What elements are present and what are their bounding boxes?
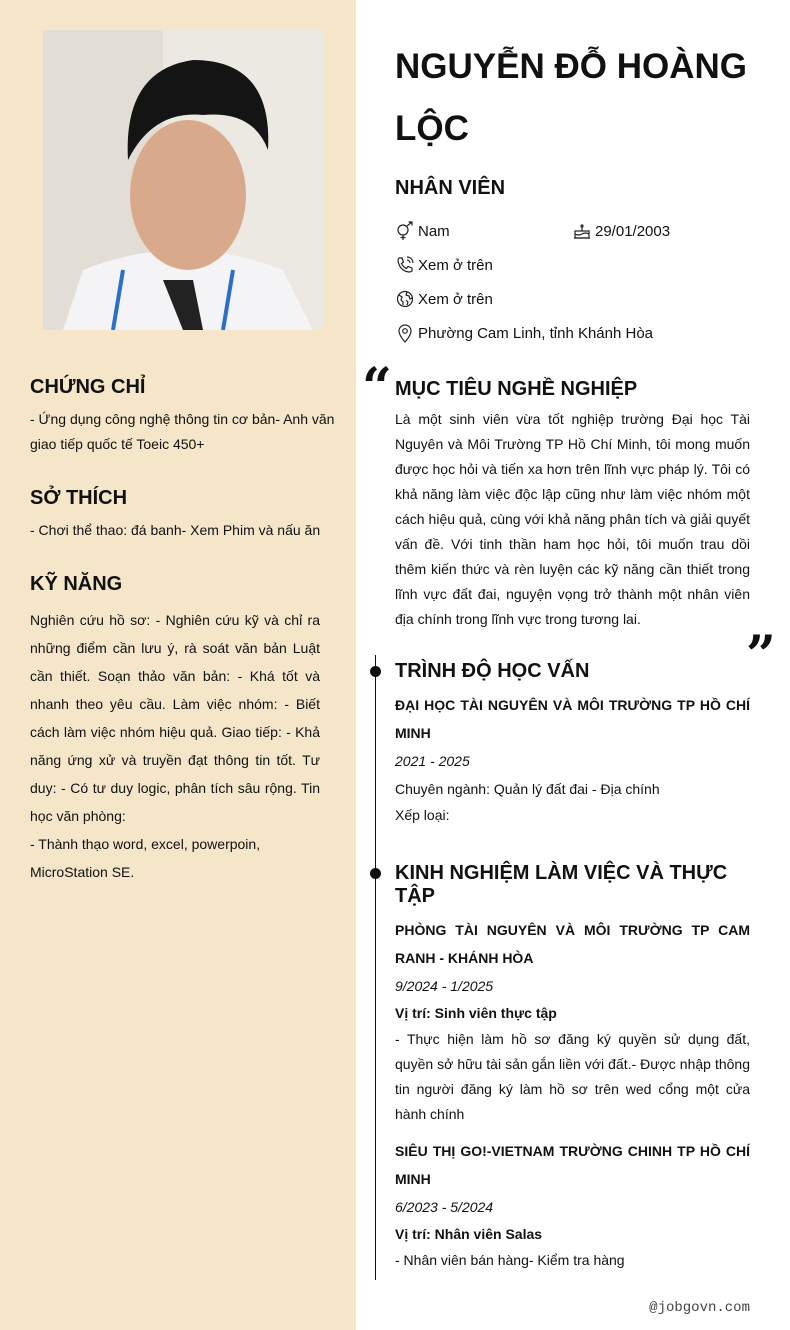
address-value: Phường Cam Linh, tỉnh Khánh Hòa xyxy=(418,324,654,342)
experience-heading: KINH NGHIỆM LÀM VIỆC VÀ THỰC TẬP xyxy=(395,862,728,907)
timeline-dot xyxy=(370,666,381,677)
education-heading: TRÌNH ĐỘ HỌC VẤN xyxy=(395,660,590,682)
skills-text-2: - Thành thạo word, excel, powerpoin, MicroStation SE. xyxy=(30,836,261,880)
timeline-line xyxy=(375,655,376,1280)
experience-period: 9/2024 - 1/2025 xyxy=(395,978,494,994)
experience-item xyxy=(395,1137,750,1273)
globe-icon xyxy=(395,289,415,309)
timeline-dot xyxy=(370,868,381,879)
profile-photo xyxy=(43,30,323,330)
objective-section xyxy=(395,378,750,632)
birthday-value: 29/01/2003 xyxy=(595,222,671,240)
skills-section xyxy=(30,573,320,886)
experience-position: Vị trí: Sinh viên thực tập xyxy=(395,1005,557,1021)
experience-description: - Thực hiện làm hồ sơ đăng ký quyền sử dụng đất, quyền sở hữu tài sản gắn liền với đất.- Được nhập thông tin người đăng ký làm hồ sơ trên wed cổng một cửa hành chính xyxy=(395,1031,750,1122)
objective-text: Là một sinh viên vừa tốt nghiệp trường Đại học Tài Nguyên và Môi Trường TP Hồ Chí Minh, tôi mong muốn được học hỏi và tiến xa hơn trên lĩnh vực pháp lý. Tôi có khả năng làm việc độc lập cũng như làm việc nhóm một cách hiệu quả, cùng với khả năng phân tích và giải quyết vấn đề. Với tinh thần ham học hỏi, tôi muốn trau dồi thêm kiến thức và rèn luyện các kỹ năng cần thiết trong lĩnh vực đất đai, nguyện vọng trở thành một nhân viên địa chính trong lĩnh vực trong tương lai. xyxy=(395,411,750,627)
experience-position: Vị trí: Nhân viên Salas xyxy=(395,1226,543,1242)
education-school: ĐẠI HỌC TÀI NGUYÊN VÀ MÔI TRƯỜNG TP HỒ CHÍ MINH xyxy=(395,697,750,741)
phone-value: Xem ở trên xyxy=(418,256,493,274)
phone-icon xyxy=(395,255,415,275)
education-major: Chuyên ngành: Quản lý đất đai - Địa chính xyxy=(395,781,660,797)
experience-company: SIÊU THỊ GO!-VIETNAM TRƯỜNG CHINH TP HỒ CHÍ MINH xyxy=(395,1143,750,1187)
phone-info xyxy=(395,255,493,275)
skills-text: Nghiên cứu hồ sơ: - Nghiên cứu kỹ và chỉ ra những điểm cần lưu ý, rà soát văn bản Luật cần thiết. Soạn thảo văn bản: - Khá tốt và nhanh theo yêu cầu. Làm việc nhóm: - Biết cách làm việc nhóm hiệu quả. Giao tiếp: - Khả năng ứng xử và truyền đạt thông tin tốt. Tư duy: - Có tư duy logic, phân tích sâu rộng. Tin học văn phòng: xyxy=(30,612,320,824)
certificates-text: - Ứng dụng công nghệ thông tin cơ bản- Anh văn giao tiếp quốc tế Toeic 450+ xyxy=(30,411,335,452)
skills-heading: KỸ NĂNG xyxy=(30,573,123,595)
education-section xyxy=(395,660,750,827)
footer-watermark: @jobgovn.com xyxy=(649,1300,750,1316)
gender-info xyxy=(395,221,450,241)
objective-heading: MỤC TIÊU NGHỀ NGHIỆP xyxy=(395,378,638,400)
education-period: 2021 - 2025 xyxy=(395,753,470,769)
experience-description: - Nhân viên bán hàng- Kiểm tra hàng xyxy=(395,1252,625,1268)
experience-period: 6/2023 - 5/2024 xyxy=(395,1199,494,1215)
hobbies-section xyxy=(30,487,336,543)
hobbies-heading: SỞ THÍCH xyxy=(30,487,128,509)
cake-icon xyxy=(572,221,592,241)
website-value: Xem ở trên xyxy=(418,290,493,308)
certificates-heading: CHỨNG CHỈ xyxy=(30,376,146,398)
candidate-name: NGUYỄN ĐỖ HOÀNG LỘC xyxy=(395,47,747,148)
experience-item xyxy=(395,916,750,1127)
certificates-section xyxy=(30,376,336,457)
birthday-info xyxy=(572,221,670,241)
candidate-position: NHÂN VIÊN xyxy=(395,177,506,199)
location-pin-icon xyxy=(395,323,415,343)
education-rank: Xếp loại: xyxy=(395,807,450,823)
hobbies-text: - Chơi thể thao: đá banh- Xem Phim và nấu ăn xyxy=(30,522,321,538)
open-quote-icon: “ xyxy=(362,357,392,418)
gender-value: Nam xyxy=(418,222,450,240)
website-info xyxy=(395,289,493,309)
left-sidebar xyxy=(0,0,356,1330)
close-quote-icon: ” xyxy=(746,625,776,686)
gender-icon xyxy=(395,221,415,241)
address-info xyxy=(395,323,653,343)
experience-section xyxy=(395,862,750,1273)
experience-company: PHÒNG TÀI NGUYÊN VÀ MÔI TRƯỜNG TP CAM RANH - KHÁNH HÒA xyxy=(395,922,750,966)
